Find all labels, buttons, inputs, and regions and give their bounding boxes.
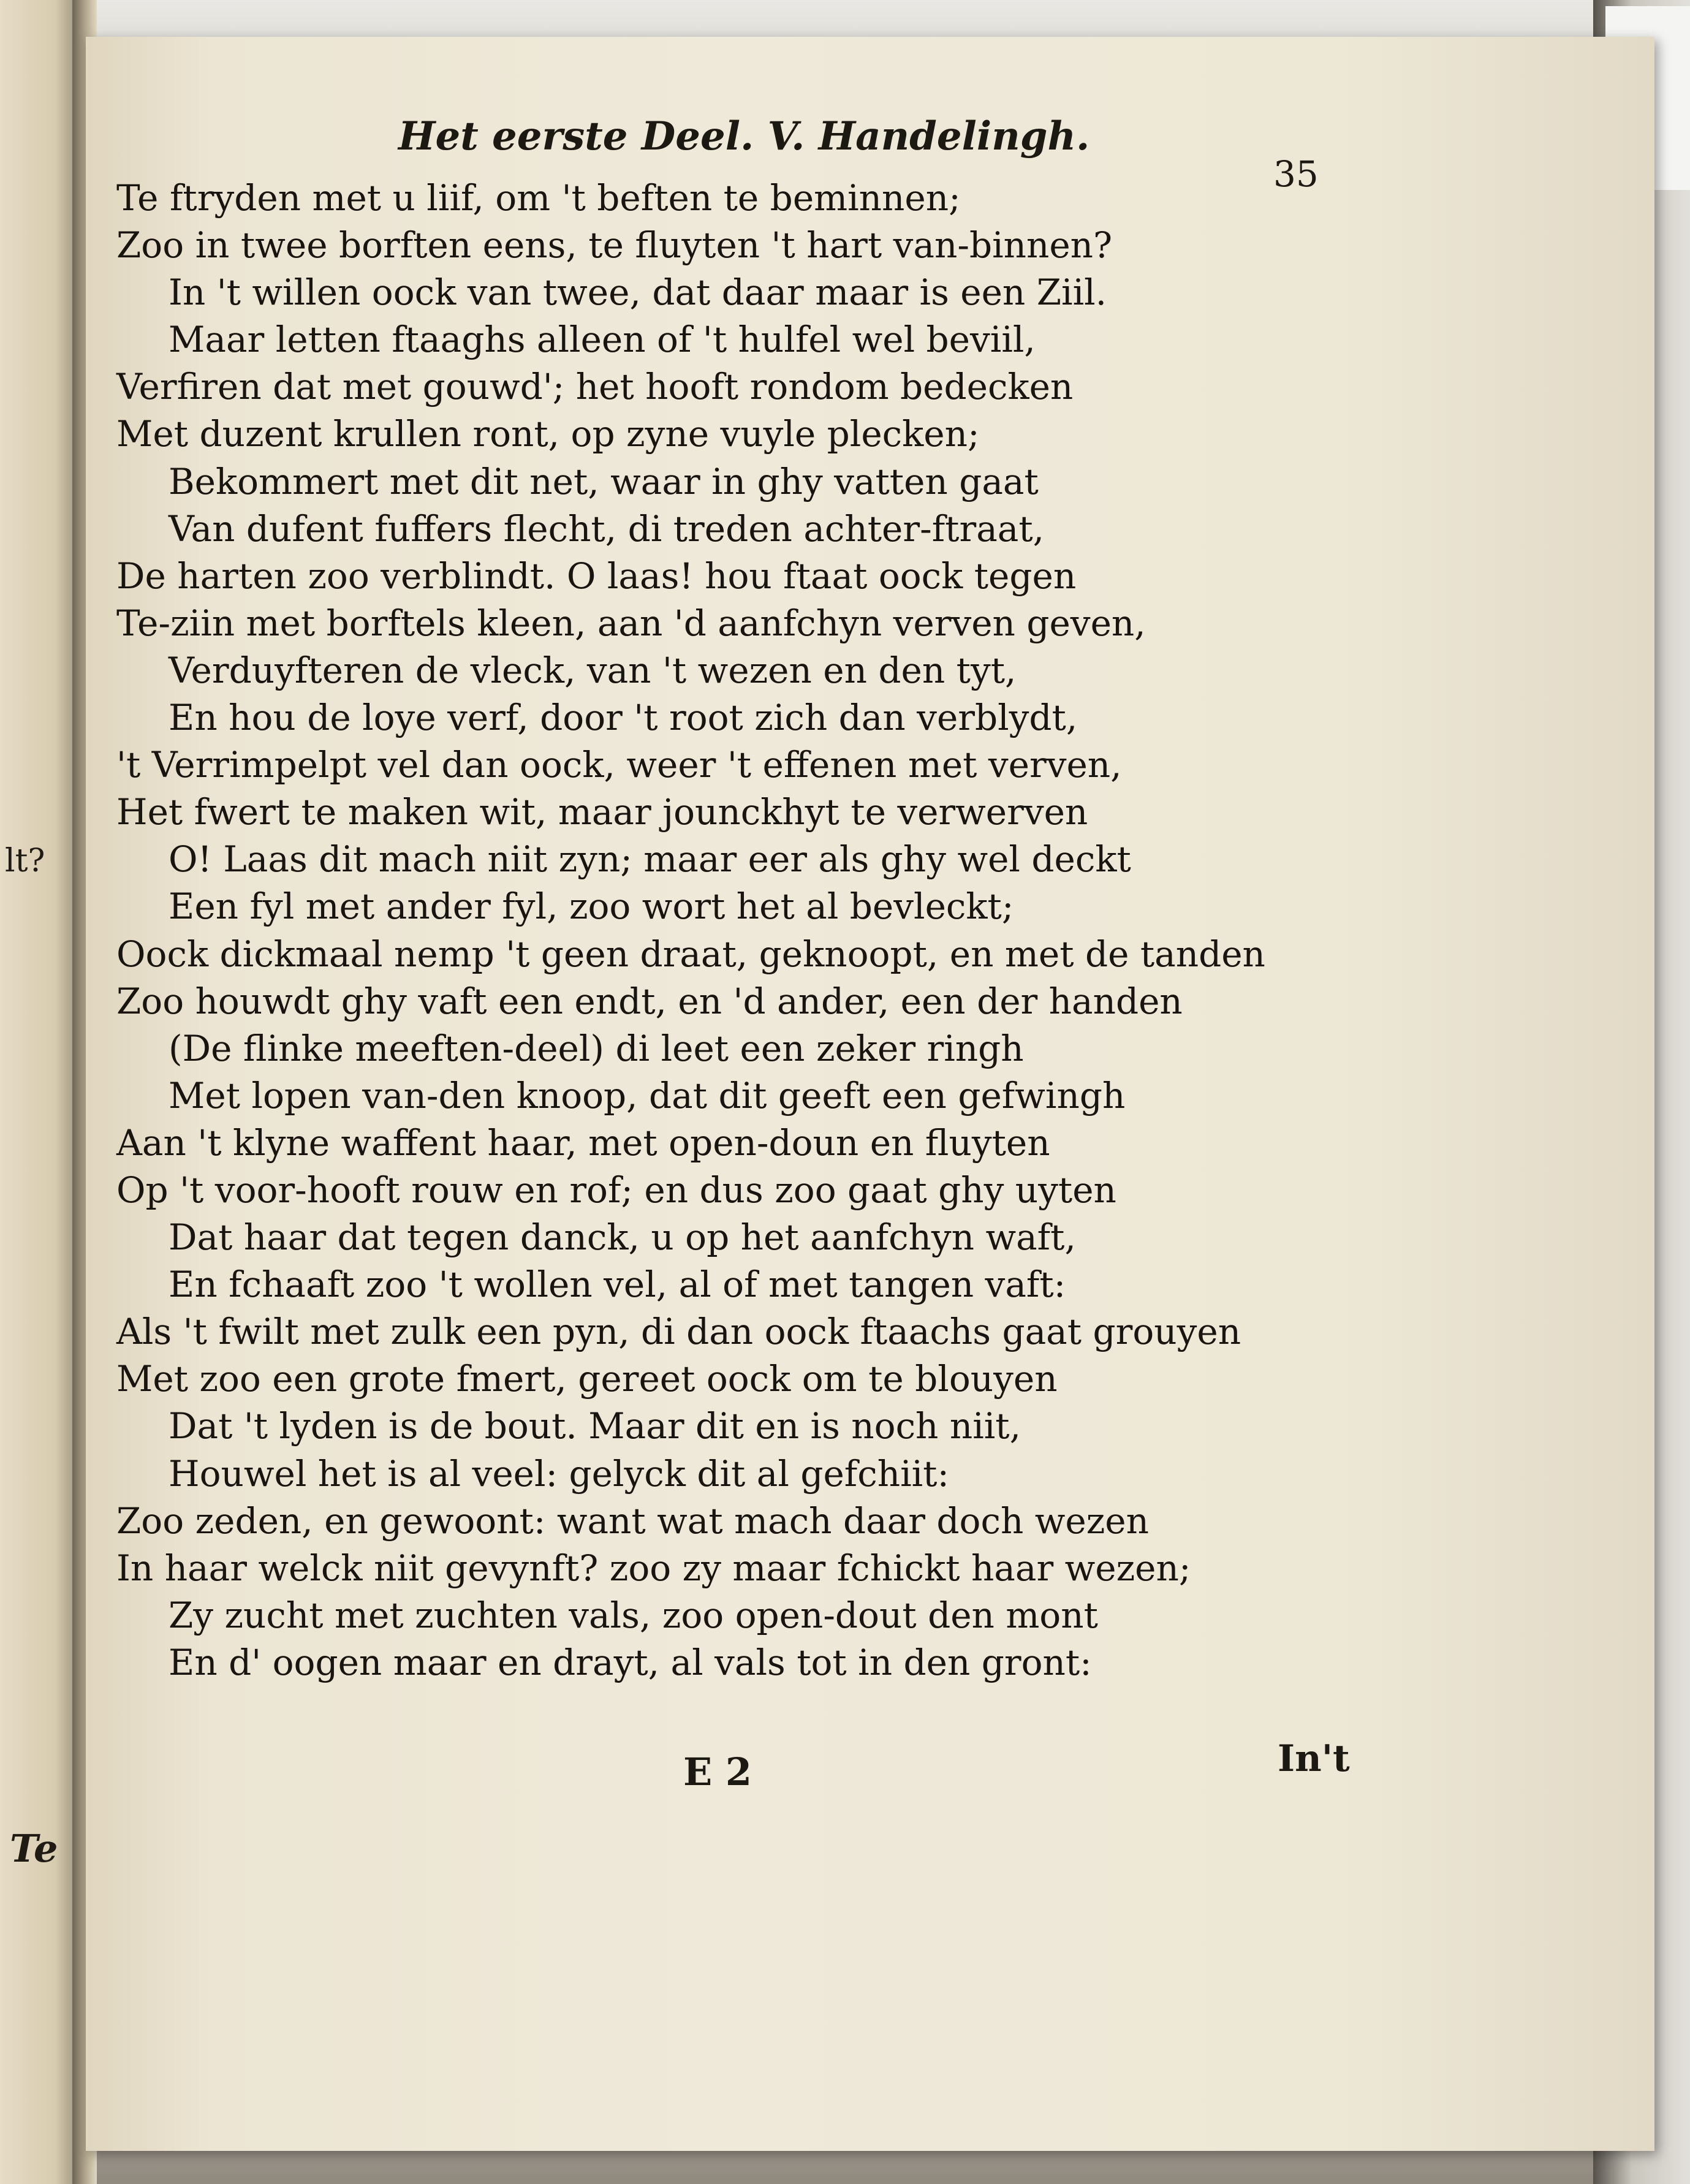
left-margin-fragment: Te bbox=[10, 1826, 58, 1871]
verse-line: 't Verrimpelpt vel dan oock, weer 't effenen met verven, bbox=[116, 744, 1122, 786]
verse-line: Verfiren dat met gouwd'; het hooft rondom bedecken bbox=[116, 366, 1074, 408]
verse-line: Zoo houwdt ghy vaft een endt, en 'd ander, een der handen bbox=[116, 980, 1183, 1022]
verse-line: En hou de loye verf, door 't root zich dan verblydt, bbox=[169, 697, 1078, 739]
verse-text-block bbox=[116, 175, 1342, 1686]
verse-line: En fchaaft zoo 't wollen vel, al of met tangen vaft: bbox=[169, 1264, 1066, 1306]
verse-line: Als 't fwilt met zulk een pyn, di dan oock ftaachs gaat grouyen bbox=[116, 1311, 1241, 1353]
verse-line: Dat haar dat tegen danck, u op het aanfchyn waft, bbox=[169, 1216, 1076, 1259]
verse-line: (De flinke meeften-deel) di leet een zeker ringh bbox=[169, 1027, 1024, 1069]
verse-line: Te ftryden met u liif, om 't beften te beminnen; bbox=[116, 177, 961, 219]
facing-page-left bbox=[0, 0, 78, 2184]
page-number: 35 bbox=[1273, 153, 1319, 195]
verse-line: Zoo in twee borften eens, te fluyten 't hart van-binnen? bbox=[116, 224, 1113, 267]
verse-line: Met zoo een grote fmert, gereet oock om te blouyen bbox=[116, 1358, 1058, 1400]
verse-line: Een fyl met ander fyl, zoo wort het al bevleckt; bbox=[169, 885, 1014, 928]
signature-mark: E 2 bbox=[683, 1750, 752, 1794]
verse-line: Oock dickmaal nemp 't geen draat, geknoopt, en met de tanden bbox=[116, 933, 1265, 975]
verse-line: In 't willen oock van twee, dat daar maar is een Ziil. bbox=[169, 271, 1107, 314]
verse-line: Op 't voor-hooft rouw en rof; en dus zoo gaat ghy uyten bbox=[116, 1169, 1116, 1211]
verse-line: In haar welck niit gevynft? zoo zy maar fchickt haar wezen; bbox=[116, 1547, 1191, 1589]
verse-line: Houwel het is al veel: gelyck dit al gefchiit: bbox=[169, 1452, 950, 1495]
verse-line: Dat 't lyden is de bout. Maar dit en is noch niit, bbox=[169, 1405, 1021, 1447]
left-margin-fragment: lt? bbox=[5, 843, 45, 879]
verse-line: Aan 't klyne waffent haar, met open-doun en fluyten bbox=[116, 1121, 1050, 1164]
verse-line: Maar letten ftaaghs alleen of 't hulfel wel beviil, bbox=[169, 319, 1036, 361]
verse-line: Zy zucht met zuchten vals, zoo open-dout den mont bbox=[169, 1594, 1098, 1636]
verse-line: Zoo zeden, en gewoont: want wat mach daar doch wezen bbox=[116, 1500, 1149, 1542]
verse-line: En d' oogen maar en drayt, al vals tot in den gront: bbox=[169, 1641, 1092, 1683]
verse-line: Verduyfteren de vleck, van 't wezen en den tyt, bbox=[169, 649, 1017, 691]
verse-line: Te-ziin met borftels kleen, aan 'd aanfchyn verven geven, bbox=[116, 602, 1146, 644]
verse-line: Bekommert met dit net, waar in ghy vatten gaat bbox=[169, 460, 1039, 502]
verse-line: De harten zoo verblindt. O laas! hou ftaat oock tegen bbox=[116, 555, 1077, 597]
catchword: In't bbox=[1278, 1737, 1350, 1780]
verse-line: Het fwert te maken wit, maar jounckhyt te verwerven bbox=[116, 791, 1088, 833]
verse-line: Met lopen van-den knoop, dat dit geeft een gefwingh bbox=[169, 1074, 1126, 1117]
verse-line: Met duzent krullen ront, op zyne vuyle plecken; bbox=[116, 413, 980, 455]
running-head: Het eerste Deel. V. Handelingh. bbox=[398, 113, 1090, 159]
verse-line: O! Laas dit mach niit zyn; maar eer als ghy wel deckt bbox=[169, 838, 1131, 881]
verse-line: Van dufent fuffers flecht, di treden achter-ftraat, bbox=[169, 507, 1045, 550]
